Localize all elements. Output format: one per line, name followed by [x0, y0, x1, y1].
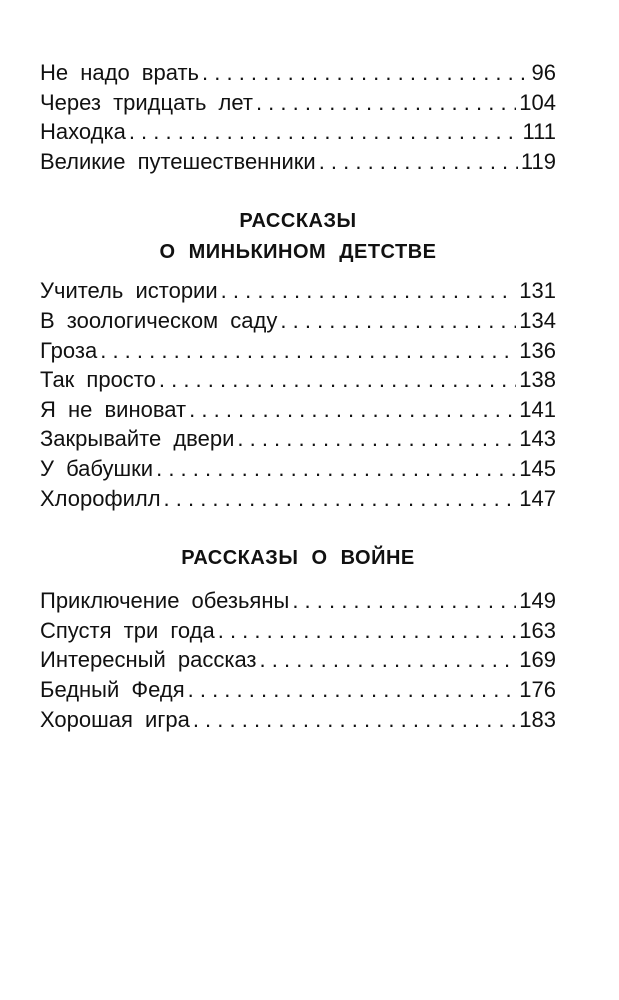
toc-dot-leader [156, 454, 516, 484]
toc-entry [40, 365, 556, 395]
toc-entry-page: 136 [519, 337, 556, 363]
table-of-contents [40, 58, 556, 734]
toc-entry-page: 163 [519, 617, 556, 643]
toc-entry [40, 58, 556, 88]
toc-intro-list [40, 58, 556, 176]
toc-entry-title: Не надо врать [40, 60, 200, 85]
toc-entry-title: Бедный Федя [40, 676, 185, 702]
toc-dot-leader [280, 306, 516, 336]
toc-entry [40, 484, 556, 514]
toc-entry-page: 143 [519, 426, 556, 452]
toc-dot-leader [202, 58, 528, 88]
toc-entry [40, 117, 556, 147]
toc-dot-leader [237, 424, 516, 454]
toc-entry-title: Интересный рассказ [40, 647, 257, 673]
toc-entry-page: 176 [519, 676, 556, 702]
toc-entry-page: 131 [519, 278, 556, 304]
section-heading-line: О МИНЬКИНОМ ДЕТСТВЕ [159, 241, 437, 264]
toc-entry-title: Учитель истории [40, 278, 218, 304]
toc-entry [40, 586, 556, 616]
toc-entry [40, 395, 556, 425]
toc-dot-leader [260, 645, 517, 675]
toc-entry-title: Приключение обезьяны [40, 588, 290, 614]
toc-entry-title: Спустя три года [40, 617, 215, 643]
toc-dot-leader [193, 705, 516, 735]
toc-dot-leader [100, 336, 516, 366]
toc-dot-leader [129, 117, 520, 147]
toc-dot-leader [189, 395, 516, 425]
toc-entry-title: Закрывайте двери [40, 426, 235, 452]
toc-dot-leader [221, 276, 517, 306]
toc-entry-page: 119 [520, 148, 556, 174]
toc-section1-list [40, 276, 556, 513]
toc-entry [40, 336, 556, 366]
toc-entry [40, 645, 556, 675]
section-heading-war [40, 543, 556, 574]
toc-entry [40, 616, 556, 646]
toc-entry-page: 96 [531, 60, 556, 85]
toc-entry-page: 138 [519, 367, 556, 393]
toc-dot-leader [164, 484, 517, 514]
toc-entry-page: 134 [519, 307, 556, 333]
toc-dot-leader [188, 675, 517, 705]
section-heading-minka [40, 206, 556, 268]
toc-entry-page: 141 [519, 396, 556, 422]
toc-entry [40, 454, 556, 484]
toc-entry-page: 145 [519, 455, 556, 481]
toc-entry [40, 147, 556, 177]
toc-entry [40, 306, 556, 336]
toc-entry [40, 675, 556, 705]
toc-entry-page: 111 [522, 119, 556, 145]
toc-entry-title: Так просто [40, 367, 156, 393]
toc-entry-title: Через тридцать лет [40, 89, 253, 115]
toc-dot-leader [292, 586, 516, 616]
toc-entry-title: У бабушки [40, 455, 154, 481]
toc-entry [40, 705, 556, 735]
toc-entry [40, 424, 556, 454]
toc-entry-title: Я не виноват [40, 396, 187, 422]
toc-entry-page: 104 [519, 89, 556, 115]
toc-entry-page: 169 [519, 647, 556, 673]
toc-entry-title: Хорошая игра [40, 706, 190, 732]
toc-entry-title: Великие путешественники [40, 148, 316, 174]
toc-dot-leader [319, 147, 518, 177]
toc-dot-leader [159, 365, 516, 395]
toc-entry-title: Хлорофилл [40, 485, 161, 511]
toc-entry-title: Находка [40, 119, 126, 145]
section-heading-line: РАССКАЗЫ [239, 210, 357, 233]
toc-entry [40, 88, 556, 118]
toc-dot-leader [218, 616, 517, 646]
toc-entry-title: В зоологическом саду [40, 307, 278, 333]
toc-entry-title: Гроза [40, 337, 98, 363]
section-heading-line: РАССКАЗЫ О ВОЙНЕ [181, 547, 415, 570]
toc-entry [40, 276, 556, 306]
toc-entry-page: 149 [519, 588, 556, 614]
toc-entry-page: 147 [519, 485, 556, 511]
toc-section2-list [40, 586, 556, 734]
toc-dot-leader [256, 88, 516, 118]
toc-entry-page: 183 [519, 706, 556, 732]
